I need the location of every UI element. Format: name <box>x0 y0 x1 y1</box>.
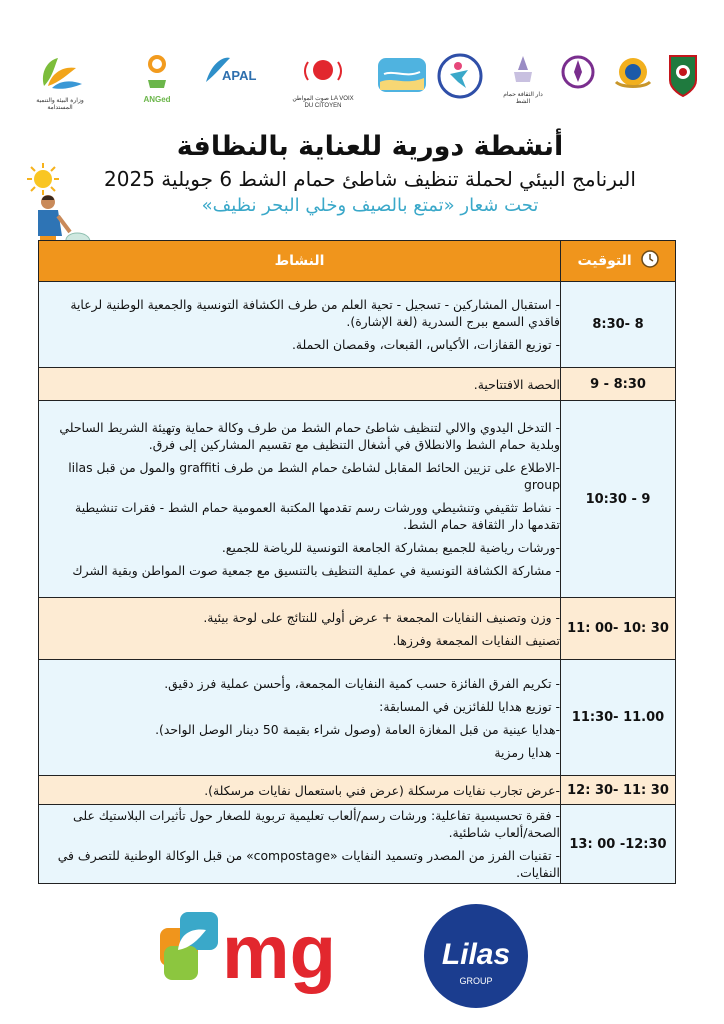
table-header-row <box>39 241 676 282</box>
table-row <box>39 282 676 368</box>
lilas-group-logo <box>424 904 528 1008</box>
row-activity <box>39 282 561 368</box>
municipality-logo <box>666 52 700 102</box>
activity-item: الحصة الافتتاحية. <box>473 376 560 392</box>
lilas-group-label: GROUP <box>459 976 493 986</box>
activity-item: -الاطلاع على تزيين الحائط المقابل لشاطئ حمام الشط من طرف graffiti والمول من قبل lilas group <box>68 460 560 492</box>
row-activity <box>39 660 561 776</box>
table-row <box>39 401 676 598</box>
activity-column-header: النشاط <box>39 241 561 282</box>
scouts-logo <box>560 52 596 98</box>
schedule-table <box>38 240 676 884</box>
row-time: 13: 00 -12:30 <box>561 805 676 884</box>
row-time: 9 - 8:30 <box>561 368 676 401</box>
table-row <box>39 805 676 884</box>
anged-logo: ANGed <box>128 52 186 103</box>
activity-item: - نشاط تثقيفي وتنشيطي وورشات رسم تقدمها المكتبة العمومية حمام الشط - فقرات تنشيطية تقدمها دار الثقافة حمام الشط. <box>75 500 560 532</box>
culture-house-logo: دار الثقافة حمام الشط <box>500 52 546 106</box>
sponsor-logos <box>150 892 550 1012</box>
row-activity <box>39 805 561 884</box>
activity-item: - فقرة تحسيسية تفاعلية: ورشات رسم/ألعاب تعليمية تربوية للصغار حول تأثيرات البلاستيك على الصحة/ألعاب شاطئية. <box>73 808 560 840</box>
campaign-slogan: تحت شعار «تمتع بالصيف وخلي البحر نظيف» <box>201 195 539 216</box>
time-column-header: التوقيت <box>561 241 676 282</box>
row-time: 11:30- 11.00 <box>561 660 676 776</box>
partner-logos <box>30 52 700 120</box>
ministry-environment-logo: وزارة البيئة والتنمية المستدامة <box>30 52 90 112</box>
activity-item: - تقنيات الفرز من المصدر وتسميد النفايات «compostage» من قبل الوكالة الوطنية للتصرف في النفايات. <box>57 848 560 880</box>
activity-item: -عرض تجارب نفايات مرسكلة (عرض فني باستعمال نفايات مرسكلة). <box>204 782 560 798</box>
voix-du-citoyen-logo: صوت المواطن LA VOIX DU CITOYEN <box>292 52 354 110</box>
row-activity <box>39 776 561 805</box>
sports-federation-logo <box>612 52 654 98</box>
table-row <box>39 660 676 776</box>
row-activity <box>39 368 561 401</box>
activity-item: - وزن وتصنيف النفايات المجمعة + عرض أولي للنتائج على لوحة بيئية. <box>203 609 560 625</box>
activity-item: - استقبال المشاركين - تسجيل - تحية العلم من طرف الكشافة التونسية والجمعية الوطنية لرعاية فاقدي السمع ببرج السدرية (لغة الإشارة). <box>70 297 560 329</box>
row-activity <box>39 401 561 598</box>
activity-item: - مشاركة الكشافة التونسية في عملية التنظيف بالتنسيق مع جمعية صوت المواطن وبقية الشرك <box>72 563 560 578</box>
activity-item: - هدايا رمزية <box>494 744 560 760</box>
activity-item: - التدخل اليدوي والالي لتنظيف شاطئ حمام الشط من طرف وكالة حماية وتهيئة الشريط الساحلي وبلدية حمام الشط والانطلاق في أشغال التنظيف مع تقسيم المشاركين إلى فرق. <box>59 420 560 452</box>
sponsor-logos-graphic <box>150 892 550 1012</box>
page-title: أنشطة دورية للعناية بالنظافة <box>176 131 564 162</box>
activity-item: -ورشات رياضية للجميع بمشاركة الجامعة التونسية للرياضة للجميع. <box>221 540 560 555</box>
apal-logo <box>200 52 258 92</box>
row-time: 10:30 - 9 <box>561 401 676 598</box>
activity-item: - توزيع القفازات، الأكياس، القبعات، وقمصان الحملة. <box>291 337 560 352</box>
page-subtitle: البرنامج البيئي لحملة تنظيف شاطئ حمام الشط 6 جويلية 2025 <box>104 167 636 191</box>
row-time: 8:30- 8 <box>561 282 676 368</box>
lilas-wordmark: Lilas <box>441 938 511 971</box>
header-titles <box>90 130 650 218</box>
activity-item: تصنيف النفايات المجمعة وفرزها. <box>392 632 560 648</box>
clock-icon <box>641 250 659 272</box>
activity-item: - توزيع هدايا للفائزين في المسابقة: <box>379 698 560 714</box>
table-row <box>39 368 676 401</box>
mg-logo <box>160 910 336 995</box>
table-row <box>39 598 676 660</box>
row-activity <box>39 598 561 660</box>
disability-association-logo <box>436 52 484 104</box>
activity-item: - تكريم الفرق الفائزة حسب كمية النفايات المجمعة، وأحسن عملية فرز دقيق. <box>164 675 560 691</box>
activity-item: -هدايا عينية من قبل المغازة العامة (وصول شراء بقيمة 50 دينار الوصل الواحد). <box>155 721 560 737</box>
table-row <box>39 776 676 805</box>
beach-association-logo <box>374 52 430 102</box>
mg-wordmark: mg <box>222 910 336 995</box>
row-time: 12: 30- 11: 30 <box>561 776 676 805</box>
svg-text:APAL: APAL <box>222 68 257 83</box>
row-time: 11: 00- 10: 30 <box>561 598 676 660</box>
